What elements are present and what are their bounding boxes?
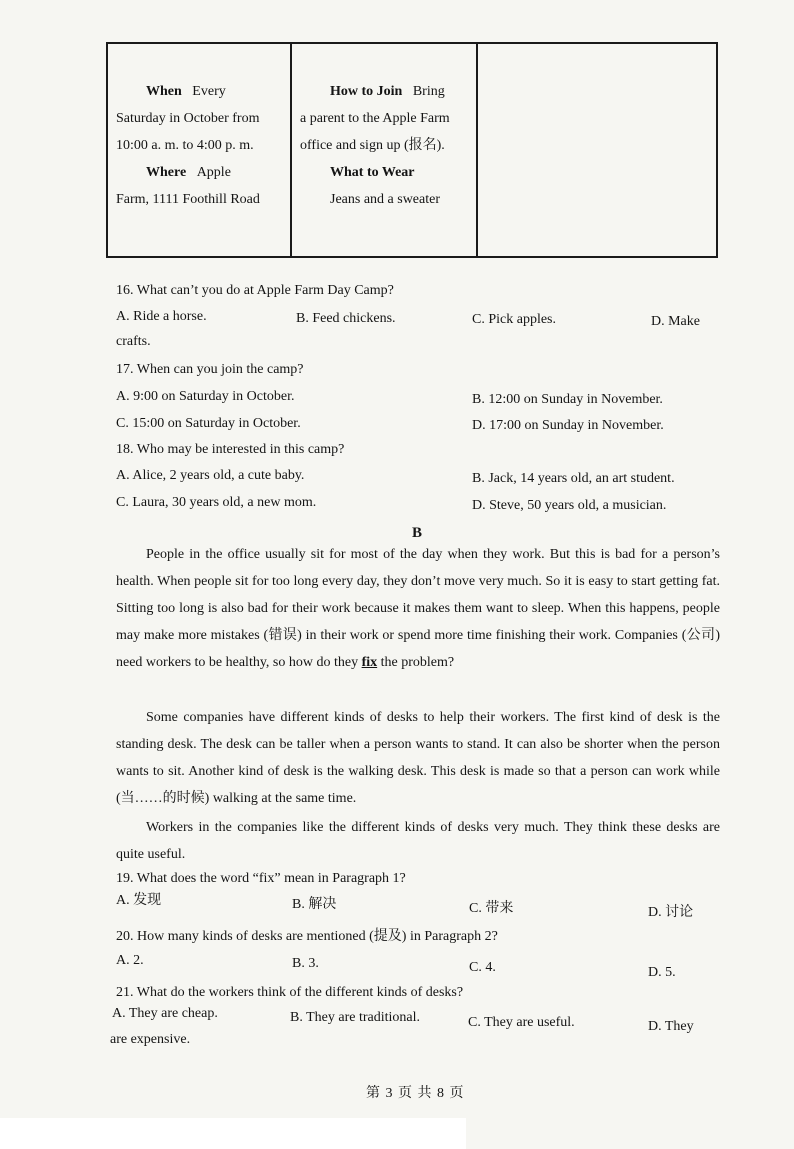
- info-cell-empty: [477, 43, 717, 257]
- q21-option-d: D. They: [648, 1019, 694, 1034]
- where-text-2: Farm, 1111 Foothill Road: [116, 192, 260, 207]
- q21-option-a: A. They are cheap.: [112, 1006, 218, 1021]
- q18-option-c: C. Laura, 30 years old, a new mom.: [116, 495, 317, 510]
- when-label: When: [146, 84, 182, 99]
- info-cell-when-where: [107, 43, 291, 257]
- p1-text-after: the problem?: [377, 655, 455, 670]
- q19-option-d: D. 讨论: [648, 905, 694, 920]
- when-text-1: Every: [192, 84, 226, 99]
- q19-stem: 19. What does the word “fix” mean in Paragraph 1?: [116, 871, 406, 886]
- p1-underlined-word: fix: [361, 655, 378, 670]
- where-label: Where: [146, 165, 187, 180]
- q18-option-d: D. Steve, 50 years old, a musician.: [472, 498, 667, 513]
- q19-option-a: A. 发现: [116, 893, 162, 908]
- q16-option-c: C. Pick apples.: [472, 312, 556, 327]
- q21-stem: 21. What do the workers think of the different kinds of desks?: [116, 985, 464, 1000]
- p1-text-before: People in the office usually sit for most of the day when they work. But this is bad for a person’s health. When people sit for too long every day, they don’t move very much. So it is easy to start getting fat. Sitting too long is also bad for their work because it makes them want to sleep. When this happens, people may make more mistakes (错误) in their work or spend more time finishing their work. Companies (公司) need workers to be healthy, so how do they: [116, 547, 720, 670]
- info-cell-join-wear: [291, 43, 477, 257]
- wear-text: Jeans and a sweater: [330, 192, 441, 207]
- q20-stem: 20. How many kinds of desks are mentioned (提及) in Paragraph 2?: [116, 929, 498, 944]
- join-text-2: a parent to the Apple Farm: [300, 111, 450, 126]
- camp-info-table: [106, 42, 718, 258]
- join-label: How to Join: [330, 84, 403, 99]
- q17-option-c: C. 15:00 on Saturday in October.: [116, 416, 301, 431]
- q17-stem: 17. When can you join the camp?: [116, 362, 304, 377]
- section-b-heading: B: [412, 525, 423, 541]
- q18-stem: 18. Who may be interested in this camp?: [116, 442, 345, 457]
- section-b-paragraph-2: Some companies have different kinds of desks to help their workers. The first kind of desk is the standing desk. The desk can be taller when a person wants to stand. It can also be shorter when the person wants to sit. Another kind of desk is the walking desk. This desk is made so that a person can work while (当……的时候) walking at the same time.: [116, 710, 720, 806]
- q19-option-b: B. 解决: [292, 897, 337, 912]
- q18-option-b: B. Jack, 14 years old, an art student.: [472, 471, 675, 486]
- wear-label: What to Wear: [330, 165, 415, 180]
- q16-option-d: D. Make: [651, 314, 700, 329]
- q20-option-c: C. 4.: [469, 960, 496, 975]
- q16-option-d-cont: crafts.: [116, 334, 151, 349]
- q20-option-b: B. 3.: [292, 956, 319, 971]
- q17-option-d: D. 17:00 on Sunday in November.: [472, 418, 664, 433]
- q21-option-b: B. They are traditional.: [290, 1010, 420, 1025]
- q16-option-a: A. Ride a horse.: [116, 309, 207, 324]
- q21-option-c: C. They are useful.: [468, 1015, 575, 1030]
- q17-option-a: A. 9:00 on Saturday in October.: [116, 389, 295, 404]
- q19-option-c: C. 带来: [469, 901, 514, 916]
- when-text-3: 10:00 a. m. to 4:00 p. m.: [116, 138, 254, 153]
- when-text-2: Saturday in October from: [116, 111, 260, 126]
- join-text-3: office and sign up (报名).: [300, 138, 445, 153]
- q16-stem: 16. What can’t you do at Apple Farm Day Camp?: [116, 283, 394, 298]
- q18-option-a: A. Alice, 2 years old, a cute baby.: [116, 468, 305, 483]
- q20-option-d: D. 5.: [648, 965, 676, 980]
- where-text-1: Apple: [196, 165, 231, 180]
- q21-option-d-cont: are expensive.: [110, 1032, 191, 1047]
- section-b-paragraph-3: Workers in the companies like the different kinds of desks very much. They think these desks are quite useful.: [116, 820, 720, 862]
- join-text-1: Bring: [412, 84, 445, 99]
- scan-edge-strip: [0, 1118, 466, 1149]
- q20-option-a: A. 2.: [116, 953, 144, 968]
- q16-option-b: B. Feed chickens.: [296, 311, 396, 326]
- q17-option-b: B. 12:00 on Sunday in November.: [472, 392, 663, 407]
- page-footer: 第 3 页 共 8 页: [366, 1086, 465, 1101]
- section-b-paragraph-1: [116, 541, 720, 676]
